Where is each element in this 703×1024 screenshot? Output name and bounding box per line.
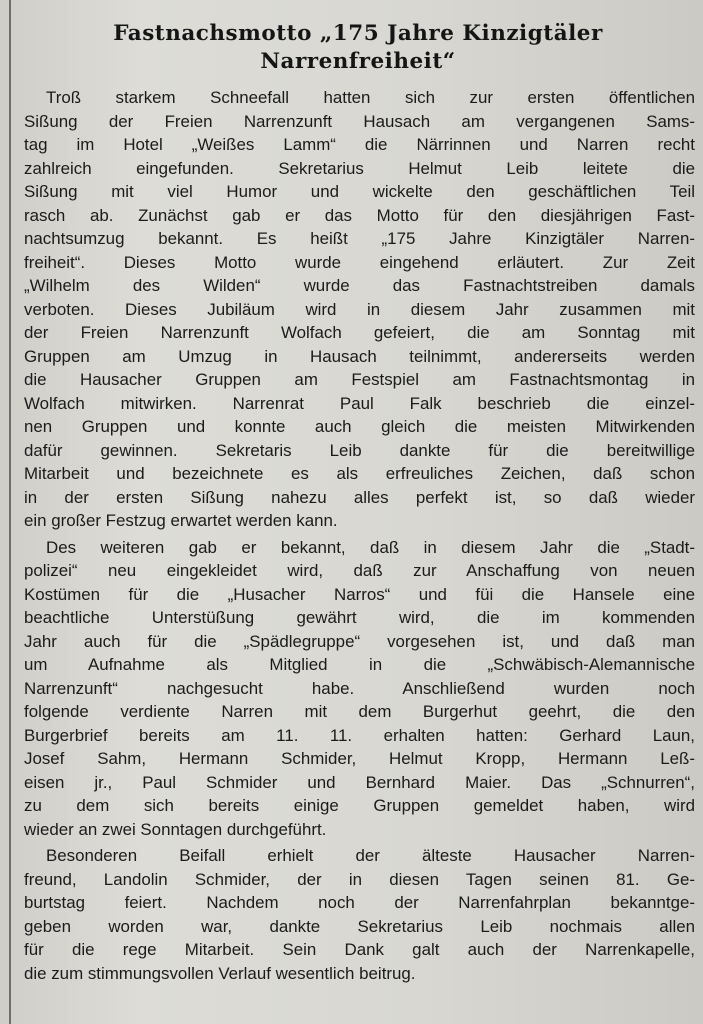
article-paragraph: [24, 86, 695, 533]
text-line: für die rege Mitarbeit. Sein Dank galt auch der Narrenkapelle,: [24, 940, 695, 959]
text-line: nen Gruppen und konnte auch gleich die meisten Mitwirkenden: [24, 417, 695, 436]
text-line: Troß starkem Schneefall hatten sich zur ersten öffentlichen: [46, 88, 695, 107]
text-line: Sißung der Freien Narrenzunft Hausach am vergangenen Sams-: [24, 111, 695, 131]
article-paragraph: [24, 536, 695, 842]
text-line: ein großer Festzug erwartet werden kann.: [24, 511, 338, 530]
text-line: Mitarbeit und bezeichnete es als erfreuliches Zeichen, daß schon: [24, 464, 695, 483]
text-line: dafür gewinnen. Sekretaris Leib dankte für die bereitwillige: [24, 440, 695, 460]
text-line: Sißung mit viel Humor und wickelte den geschäftlichen Teil: [24, 182, 695, 201]
text-line: Des weiteren gab er bekannt, daß in diesem Jahr die „Stadt-: [46, 537, 695, 557]
text-line: eisen jr., Paul Schmider und Bernhard Maier. Das „Schnurren“,: [24, 772, 695, 792]
headline-line-2: Narrenfreiheit“: [260, 49, 456, 74]
text-line: freiheit“. Dieses Motto wurde eingehend erläutert. Zur Zeit: [24, 252, 695, 272]
text-line: folgende verdiente Narren mit dem Burgerhut geehrt, die den: [24, 702, 695, 721]
text-line: nachtsumzug bekannt. Es heißt „175 Jahre Kinzigtäler Narren-: [24, 229, 695, 248]
text-line: wieder an zwei Sonntagen durchgeführt.: [24, 819, 327, 839]
text-line: Wolfach mitwirken. Narrenrat Paul Falk beschrieb die einzel-: [24, 393, 695, 413]
text-line: freund, Landolin Schmider, der in diesen Tagen seinen 81. Ge-: [24, 869, 695, 889]
headline-line-1: Fastnachsmotto „175 Jahre Kinzigtäler: [113, 21, 603, 46]
column-rule: [9, 0, 11, 1024]
text-line: Burgerbrief bereits am 11. 11. erhalten hatten: Gerhard Laun,: [24, 725, 695, 745]
text-line: tag im Hotel „Weißes Lamm“ die Närrinnen und Narren recht: [24, 135, 695, 154]
text-line: in der ersten Sißung nahezu alles perfekt ist, so daß wieder: [24, 487, 695, 507]
text-line: „Wilhelm des Wilden“ wurde das Fastnachtstreiben damals: [24, 276, 695, 295]
text-line: geben worden war, dankte Sekretarius Leib nochmais allen: [24, 916, 695, 936]
article-paragraph: [24, 844, 695, 985]
text-line: Besonderen Beifall erhielt der älteste Hausacher Narren-: [46, 846, 695, 865]
text-line: der Freien Narrenzunft Wolfach gefeiert, die am Sonntag mit: [24, 323, 695, 342]
text-line: die zum stimmungsvollen Verlauf wesentlich beitrug.: [24, 963, 416, 983]
text-line: zu dem sich bereits einige Gruppen gemeldet haben, wird: [24, 796, 695, 815]
article-body: [24, 86, 695, 988]
text-line: um Aufnahme als Mitglied in die „Schwäbisch-Alemannische: [24, 655, 695, 674]
text-line: Gruppen am Umzug in Hausach teilnimmt, andererseits werden: [24, 346, 695, 366]
text-line: die Hausacher Gruppen am Festspiel am Fastnachtsmontag in: [24, 370, 695, 389]
text-line: Josef Sahm, Hermann Schmider, Helmut Kropp, Hermann Leß-: [24, 749, 695, 768]
text-line: zahlreich eingefunden. Sekretarius Helmut Leib leitete die: [24, 158, 695, 178]
headline: [20, 20, 696, 76]
text-line: polizei“ neu eingekleidet wird, daß zur Anschaffung von neuen: [24, 561, 695, 580]
text-line: Kostümen für die „Husacher Narros“ und füi die Hansele eine: [24, 584, 695, 604]
text-line: burtstag feiert. Nachdem noch der Narrenfahrplan bekanntge-: [24, 893, 695, 912]
text-line: rasch ab. Zunächst gab er das Motto für den diesjährigen Fast-: [24, 205, 695, 225]
text-line: verboten. Dieses Jubiläum wird in diesem Jahr zusammen mit: [24, 299, 695, 319]
text-line: Jahr auch für die „Spädlegruppe“ vorgesehen ist, und daß man: [24, 631, 695, 651]
text-line: Narrenzunft“ nachgesucht habe. Anschließend wurden noch: [24, 678, 695, 698]
text-line: beachtliche Unterstüßung gewährt wird, die im kommenden: [24, 608, 695, 627]
